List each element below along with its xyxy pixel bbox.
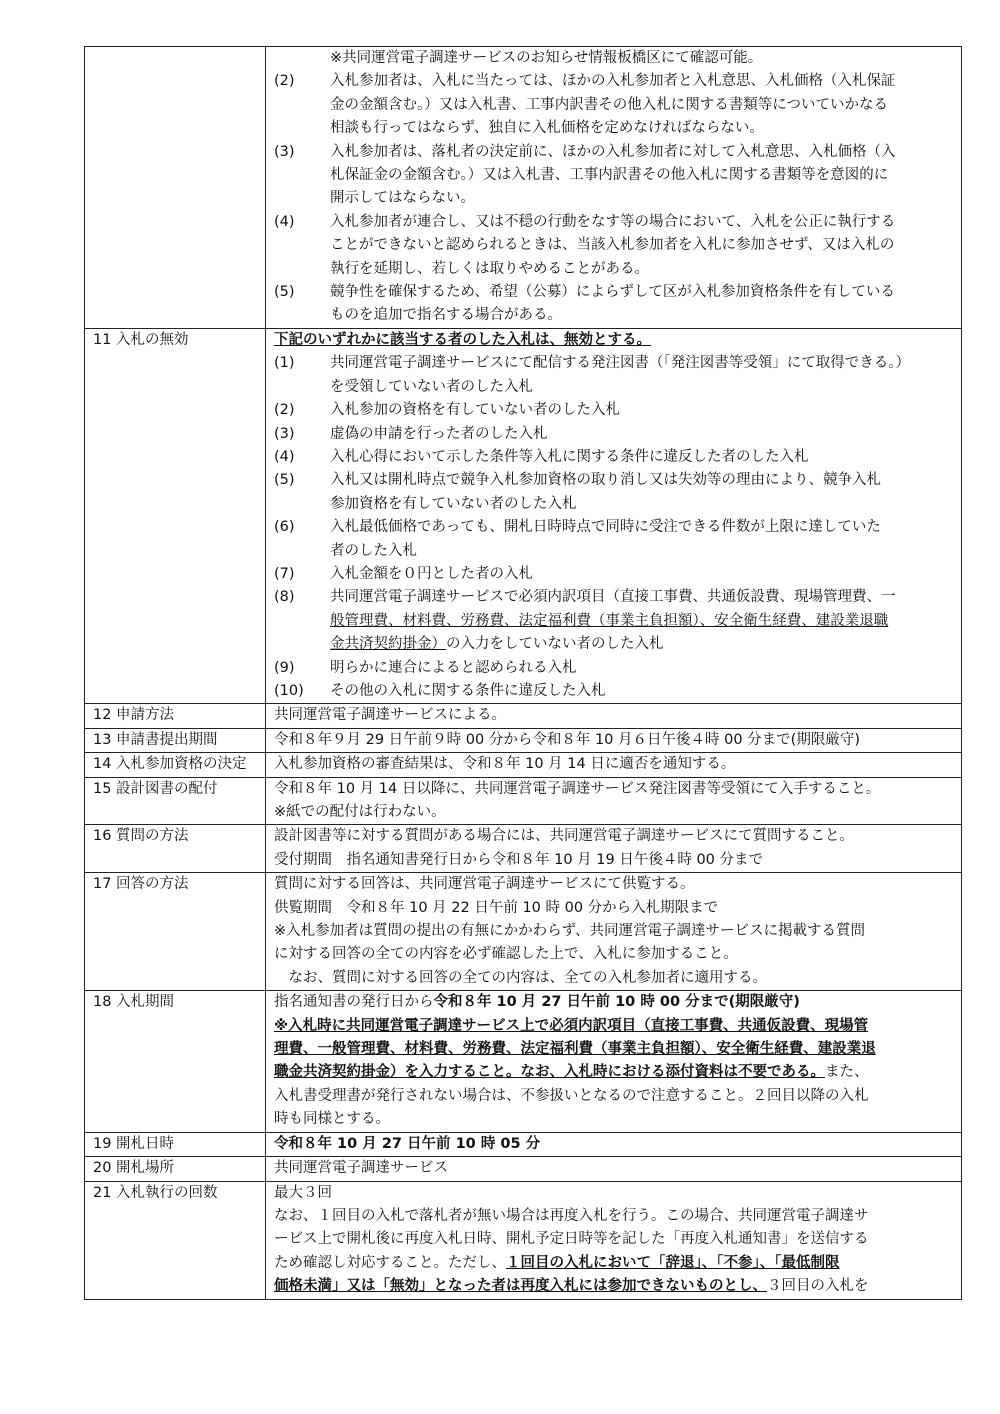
table-row [85, 728, 962, 752]
row-content: 令和８年 10 月 14 日以降に、共同運営電子調達サービス発注図書等受領にて入手すること。 ※紙での配付は行わない。 [266, 777, 962, 825]
table-row [85, 1132, 962, 1156]
row-content: 質問に対する回答は、共同運営電子調達サービスにて供覧する。 供覧期間 令和８年 10 月 22 日午前 10 時 00 分から入札期限まで ※入札参加者は質問の提出の有無にかかわらず、共同運営電子調達サービスに掲載する質問 に対する回答の全ての内容を必ず確認した上で、入札に参加すること。 なお、質問に対する回答の全ての内容は、全ての入札参加者に適用する。 [266, 873, 962, 991]
row-label: 19 開札日時 [85, 1132, 266, 1156]
row-label: 18 入札期間 [85, 991, 266, 1132]
table-row [85, 991, 962, 1132]
list-item: (1) 共同運営電子調達サービスにて配信する発注図書（「発注図書等受領」にて取得できる。） を受領していない者のした入札 [274, 355, 910, 395]
opening-datetime: 令和８年 10 月 27 日午前 10 時 05 分 [274, 1135, 541, 1152]
row-label [85, 47, 266, 329]
row-label: 15 設計図書の配付 [85, 777, 266, 825]
list-item: (6) 入札最低価格であっても、開札日時時点で同時に受注できる件数が上限に達していた 者のした入札 [274, 519, 881, 559]
row-label: 17 回答の方法 [85, 873, 266, 991]
table-row [85, 1157, 962, 1181]
list-item: (10) その他の入札に関する条件に違反した入札 [274, 682, 606, 699]
row-label: 11 入札の無効 [85, 328, 266, 704]
row-content [266, 1132, 962, 1156]
tender-conditions-table [84, 46, 962, 1300]
row-label: 14 入札参加資格の決定 [85, 753, 266, 777]
document-page [84, 46, 962, 1300]
list-item: (5) 入札又は開札時点で競争入札参加資格の取り消し又は失効等の理由により、競争入札 参加資格を有していない者のした入札 [274, 472, 881, 512]
row-content: 令和８年９月 29 日午前９時 00 分から令和８年 10 月６日午後４時 00 分まで(期限厳守) [266, 728, 962, 752]
list-item: (3) 虚偽の申請を行った者のした入札 [274, 425, 548, 442]
list-item: (2) 入札参加の資格を有していない者のした入札 [274, 402, 620, 419]
list-item: (4) 入札参加者が連合し、又は不穏の行動をなす等の場合において、入札を公正に執行する ことができないと認められるときは、当該入札参加者を入札に参加させず、又は入札の 執行を延期し、若しくは取りやめることがある。 [274, 213, 896, 277]
invalid-heading: 下記のいずれかに該当する者のした入札は、無効とする。 [274, 331, 651, 348]
list-item: (8) 共同運営電子調達サービスで必須内訳項目（直接工事費、共通仮設費、現場管理費、一 般管理費、材料費、労務費、法定福利費（事業主負担額）、安全衛生経費、建設業退職 金共済契約掛金）の入力をしていない者のした入札 [274, 589, 896, 653]
table-row [85, 1181, 962, 1299]
bid-deadline: 令和８年 10 月 27 日午前 10 時 00 分まで(期限厳守) [433, 994, 800, 1011]
row-content: 共同運営電子調達サービス [266, 1157, 962, 1181]
note-line: ※共同運営電子調達サービスのお知らせ情報板橋区にて確認可能。 [330, 50, 763, 66]
table-row [85, 704, 962, 728]
list-item: (5) 競争性を確保するため、希望（公募）によらずして区が入札参加資格条件を有している ものを追加で指名する場合がある。 [274, 284, 895, 324]
row-label: 13 申請書提出期間 [85, 728, 266, 752]
row-content: 指名通知書の発行日から令和８年 10 月 27 日午前 10 時 00 分まで(期限厳守) ※入札時に共同運営電子調達サービス上で必須内訳項目（直接工事費、共通仮設費、現場管 理費、一般管理費、材料費、労務費、法定福利費（事業主負担額）、安全衛生経費、建設業退 職金共済契約掛金）を入力すること。なお、入札時における添付資料は不要である。また、 入札書受理書が発行されない場合は、不参扱いとなるので注意すること。２回目以降の入札 時も同様とする。 [266, 991, 962, 1132]
list-item: (7) 入札金額を０円とした者の入札 [274, 565, 533, 582]
list-item: (3) 入札参加者は、落札者の決定前に、ほかの入札参加者に対して入札意思、入札価格（入 札保証金の金額含む。）又は入札書、工事内訳書その他入札に関する書類等を意図的に 開示してはならない。 [274, 143, 896, 207]
row-content [266, 47, 962, 329]
list-item: (2) 入札参加者は、入札に当たっては、ほかの入札参加者と入札意思、入札価格（入札保証 金の金額含む。）又は入札書、工事内訳書その他入札に関する書類等についていかなる 相談も行ってはならず、独自に入札価格を定めなければならない。 [274, 73, 896, 137]
table-row [85, 753, 962, 777]
table-row [85, 873, 962, 991]
list-item: (9) 明らかに連合によると認められる入札 [274, 659, 577, 676]
list-item: (4) 入札心得において示した条件等入札に関する条件に違反した者のした入札 [274, 448, 809, 465]
table-row [85, 328, 962, 704]
row-label: 16 質問の方法 [85, 825, 266, 873]
row-content [266, 328, 962, 704]
row-label: 20 開札場所 [85, 1157, 266, 1181]
row-label: 12 申請方法 [85, 704, 266, 728]
row-content: 入札参加資格の審査結果は、令和８年 10 月 14 日に適否を通知する。 [266, 753, 962, 777]
row-content: 最大３回 なお、１回目の入札で落札者が無い場合は再度入札を行う。この場合、共同運営電子調達サ ービス上で開札後に再度入札日時、開札予定日時等を記した「再度入札通知書」を送信する ため確認し対応すること。ただし、１回目の入札において「辞退」、「不参」、「最低制限 価格未満」又は「無効」となった者は再度入札には参加できないものとし、３回目の入札を [266, 1181, 962, 1299]
table-row [85, 777, 962, 825]
row-content: 設計図書等に対する質問がある場合には、共同運営電子調達サービスにて質問すること。 受付期間 指名通知書発行日から令和８年 10 月 19 日午後４時 00 分まで [266, 825, 962, 873]
table-row [85, 47, 962, 329]
row-label: 21 入札執行の回数 [85, 1181, 266, 1299]
table-row [85, 825, 962, 873]
row-content: 共同運営電子調達サービスによる。 [266, 704, 962, 728]
